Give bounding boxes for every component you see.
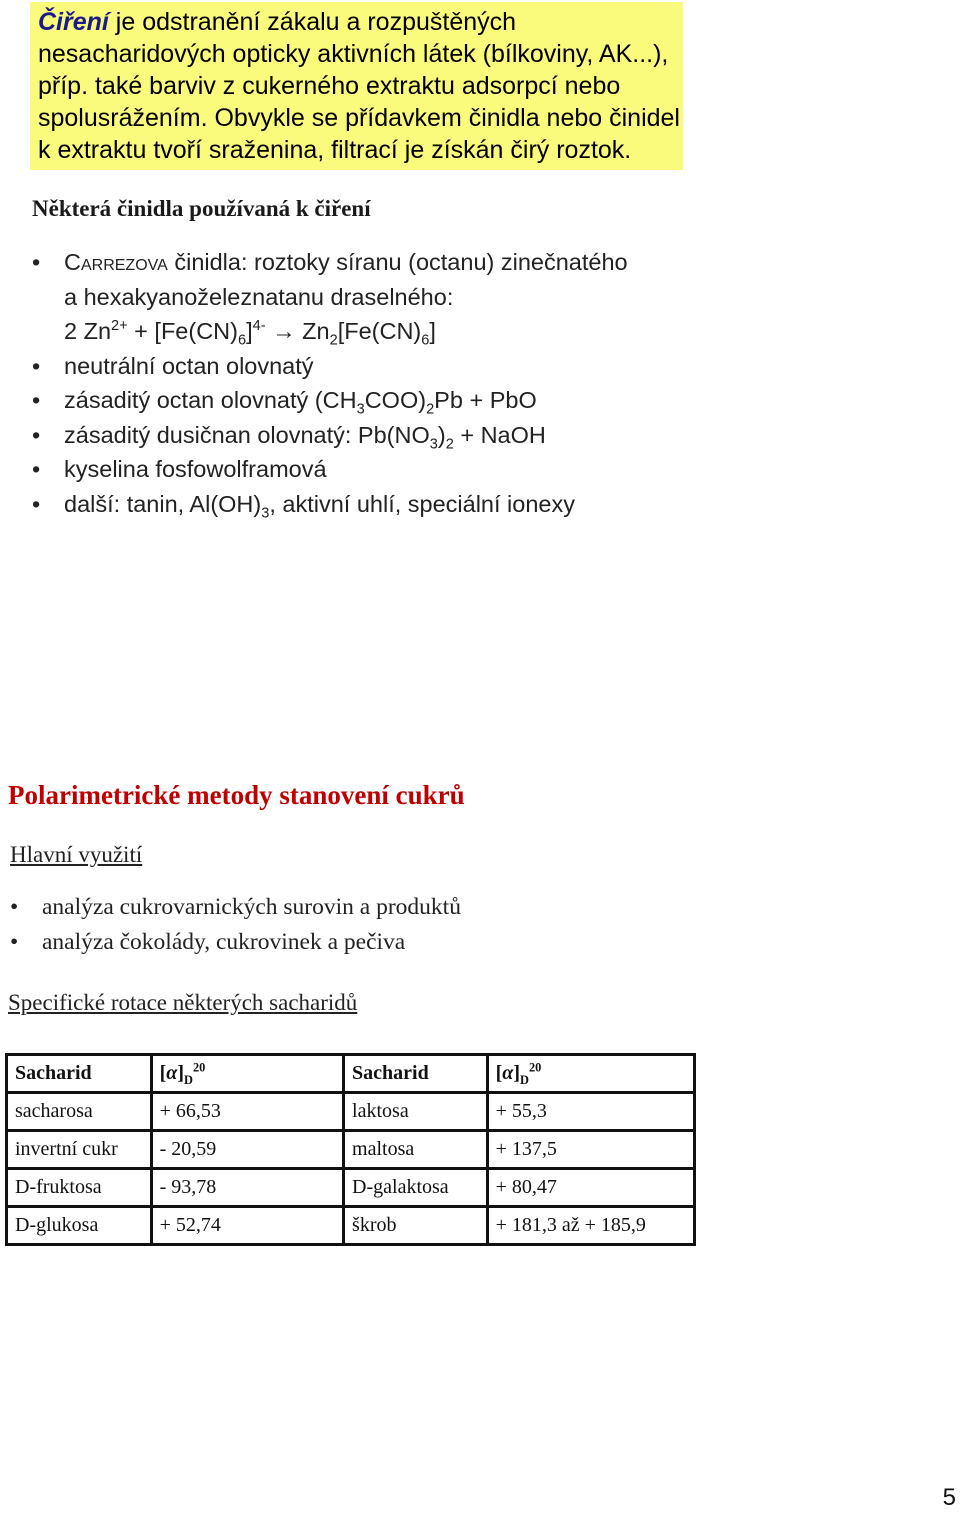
agents-heading: Některá činidla používaná k čiření (32, 196, 371, 221)
definition-keyword: Čiření (38, 8, 109, 36)
formula-sub: 3 (429, 436, 438, 453)
list-item (32, 452, 628, 487)
cell-text: maltosa (352, 1138, 415, 1160)
table-cell: + 181,3 až + 185,9 (487, 1207, 694, 1245)
config-prefix: D (15, 1214, 30, 1236)
header-text: ] (513, 1062, 520, 1084)
table-row (7, 1131, 695, 1169)
table-cell (344, 1093, 488, 1131)
table-row (7, 1169, 695, 1207)
header-saccharide-2: Sacharid (344, 1055, 488, 1093)
eq-sup: 4- (252, 318, 266, 335)
alpha-symbol: α (166, 1062, 178, 1084)
eq-sub: 2 (329, 332, 338, 349)
reaction-arrow-icon: → (265, 318, 303, 344)
eq-sub: 6 (421, 332, 430, 349)
table-cell: + 66,53 (151, 1093, 343, 1131)
agent-phospho: kyselina fosfowolframová (64, 456, 327, 482)
section-title: Polarimetrické metody stanovení cukrů (8, 780, 465, 810)
cell-text: -galaktosa (366, 1176, 449, 1198)
table-cell: - 20,59 (151, 1131, 343, 1169)
config-prefix: D (15, 1176, 30, 1198)
carrez-name: Carrezova (64, 249, 168, 275)
eq-part: Zn (302, 318, 330, 344)
eq-part: 2 Zn (64, 318, 112, 344)
eq-part: [Fe(CN) (337, 318, 422, 344)
eq-sub: 6 (237, 332, 247, 349)
agent-text: , aktivní uhlí, speciální ionexy (269, 490, 575, 517)
table-cell (344, 1131, 488, 1169)
uses-heading: Hlavní využití (10, 842, 143, 867)
agent-text: + NaOH (453, 421, 546, 448)
cell-text: invertní cukr (15, 1138, 118, 1160)
table-row (7, 1093, 695, 1131)
header-sup: 20 (528, 1060, 542, 1075)
agent-text: zásaditý dusičnan olovnatý: Pb(NO (64, 421, 430, 448)
list-item (32, 245, 628, 349)
eq-sup: 2+ (111, 318, 128, 335)
cell-text: -glukosa (29, 1214, 99, 1236)
table-row (7, 1207, 695, 1245)
table-cell (7, 1207, 152, 1245)
alpha-symbol: α (502, 1062, 514, 1084)
table-cell (7, 1169, 152, 1207)
header-text: [ (495, 1062, 503, 1084)
table-cell (344, 1207, 488, 1245)
agent-text: ) (437, 421, 446, 448)
list-item: • analýza čokolády, cukrovinek a pečiva (10, 925, 461, 960)
header-text: [ (159, 1062, 167, 1084)
agent-text: COO) (364, 387, 427, 413)
table-cell (344, 1169, 488, 1207)
page-number: 5 (942, 1484, 956, 1511)
cell-text: sacharosa (15, 1100, 93, 1122)
formula-sub: 2 (426, 401, 435, 418)
rotation-heading: Specifické rotace některých sacharidů (8, 990, 358, 1015)
definition-body: je odstranění zákalu a rozpuštěných nesacharidových opticky aktivních látek (bílkoviny, AK...), příp. také barviv z cukerného extraktu adsorpcí nebo spolusrážením. Obvykle se přídavkem činidla nebo činidel k extraktu tvoří sraženina, filtrací je získán čirý roztok. (38, 8, 680, 164)
carrez-line-2: a hexakyanoželeznatanu draselného: (64, 283, 454, 310)
table-cell: + 52,74 (151, 1207, 343, 1245)
eq-part: + [Fe(CN) (127, 318, 238, 344)
agent-neutral-lead: neutrální octan olovnatý (64, 352, 314, 379)
table-cell: + 137,5 (487, 1131, 694, 1169)
agent-text: zásaditý octan olovnatý (CH (64, 387, 357, 413)
table-cell (7, 1093, 152, 1131)
carrez-line (64, 245, 628, 280)
header-specific-rotation (151, 1055, 343, 1093)
carrez-equation (64, 314, 628, 349)
config-prefix: D (352, 1176, 367, 1198)
definition-box (30, 2, 683, 170)
definition-text (38, 6, 683, 166)
cell-text: -fruktosa (29, 1176, 102, 1198)
eq-part: ] (429, 318, 436, 344)
agent-text: další: tanin, Al(OH) (64, 490, 262, 517)
header-saccharide: Sacharid (7, 1055, 152, 1093)
agent-text: Pb + PbO (434, 387, 537, 413)
header-sup: 20 (192, 1060, 206, 1075)
table-cell: + 55,3 (487, 1093, 694, 1131)
rotation-table (5, 1053, 696, 1246)
cell-text: laktosa (352, 1100, 409, 1122)
list-item: • analýza cukrovarnických surovin a produktů (10, 890, 461, 925)
header-sub: D (184, 1073, 193, 1087)
list-item (32, 383, 628, 418)
header-text: ] (177, 1062, 185, 1084)
carrez-text: činidla: roztoky síranu (octanu) zinečnatého (167, 249, 628, 275)
formula-sub: 3 (356, 401, 365, 418)
list-item (32, 349, 628, 384)
uses-list (10, 890, 461, 960)
eq-part: ] (246, 318, 253, 344)
header-specific-rotation-2 (487, 1055, 694, 1093)
table-cell (7, 1131, 152, 1169)
list-item (32, 418, 628, 453)
list-item (32, 487, 628, 522)
cell-text: škrob (352, 1214, 397, 1236)
table-header-row (7, 1055, 695, 1093)
formula-sub: 3 (261, 505, 270, 522)
agents-list (32, 245, 628, 521)
header-sub: D (520, 1073, 529, 1087)
formula-sub: 2 (445, 436, 454, 453)
table-cell: - 93,78 (151, 1169, 343, 1207)
table-cell: + 80,47 (487, 1169, 694, 1207)
